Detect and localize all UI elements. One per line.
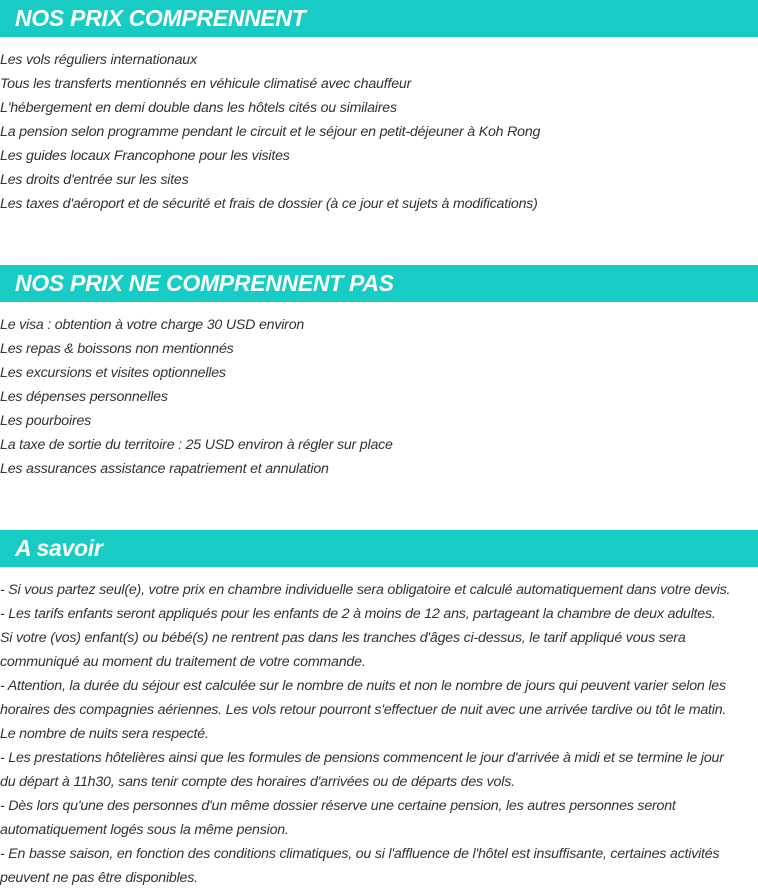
list-item: Le visa : obtention à votre charge 30 USD environ — [0, 317, 305, 333]
list-item: Les guides locaux Francophone pour les visites — [0, 148, 290, 164]
text-line: Si votre (vos) enfant(s) ou bébé(s) ne rentrent pas dans les tranches d'âges ci-dessus, le tarif appliqué vous sera — [0, 630, 686, 646]
text-line: - En basse saison, en fonction des conditions climatiques, ou si l'affluence de l'hôtel est insuffisante, certaines activités — [0, 846, 720, 862]
text-line: - Attention, la durée du séjour est calculée sur le nombre de nuits et non le nombre de jours qui peuvent varier selon les — [0, 678, 726, 694]
section-header-a-savoir — [0, 530, 758, 567]
section-header-not-included — [0, 265, 758, 302]
list-item: Les repas & boissons non mentionnés — [0, 341, 234, 357]
list-item: Les taxes d'aéroport et de sécurité et frais de dossier (à ce jour et sujets à modifications) — [0, 196, 538, 212]
list-item: Les pourboires — [0, 413, 92, 429]
included-list — [0, 48, 758, 216]
text-line: - Dès lors qu'une des personnes d'un même dossier réserve une certaine pension, les autres personnes seront — [0, 798, 676, 814]
list-item: La pension selon programme pendant le circuit et le séjour en petit-déjeuner à Koh Rong — [0, 124, 541, 140]
not-included-list — [0, 313, 758, 481]
text-line: - Les tarifs enfants seront appliqués pour les enfants de 2 à moins de 12 ans, partageant la chambre de deux adultes. — [0, 606, 716, 622]
section-title: NOS PRIX COMPRENNENT — [15, 5, 306, 31]
list-item: Les droits d'entrée sur les sites — [0, 172, 189, 188]
text-line: du départ à 11h30, sans tenir compte des horaires d'arrivées ou de départs des vols. — [0, 774, 515, 790]
list-item: Les excursions et visites optionnelles — [0, 365, 226, 381]
section-title: A savoir — [15, 535, 103, 561]
list-item: Les assurances assistance rapatriement et annulation — [0, 461, 329, 477]
a-savoir-text — [0, 578, 758, 890]
list-item: L'hébergement en demi double dans les hôtels cités ou similaires — [0, 100, 397, 116]
section-header-included — [0, 0, 758, 37]
list-item: Les vols réguliers internationaux — [0, 52, 197, 68]
list-item: Tous les transferts mentionnés en véhicule climatisé avec chauffeur — [0, 76, 412, 92]
text-line: Le nombre de nuits sera respecté. — [0, 726, 209, 742]
text-line: - Si vous partez seul(e), votre prix en chambre individuelle sera obligatoire et calculé automatiquement dans votre devis. — [0, 582, 731, 598]
text-line: - Les prestations hôtelières ainsi que les formules de pensions commencent le jour d'arrivée à midi et se termine le jour — [0, 750, 724, 766]
list-item: Les dépenses personnelles — [0, 389, 168, 405]
section-title: NOS PRIX NE COMPRENNENT PAS — [15, 270, 394, 296]
text-line: communiqué au moment du traitement de votre commande. — [0, 654, 366, 670]
text-line: peuvent ne pas être disponibles. — [0, 870, 198, 886]
list-item: La taxe de sortie du territoire : 25 USD environ à régler sur place — [0, 437, 393, 453]
text-line: automatiquement logés sous la même pension. — [0, 822, 289, 838]
text-line: horaires des compagnies aériennes. Les vols retour pourront s'effectuer de nuit avec une arrivée tardive ou tôt le matin. — [0, 702, 727, 718]
